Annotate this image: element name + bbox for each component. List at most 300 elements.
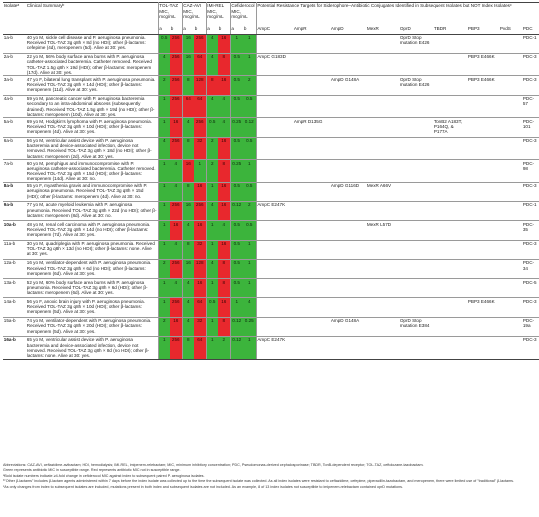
- mic-cell: 1: [158, 240, 170, 259]
- footnote: ᵇ"Other β-lactams" includes β-lactam agents administered within 7 days before the index isolate was collected up to the time the subsequent isolate was collected. As all index isolates were resistant to ceftazidime, cefepime, piperacillin-tazobactam, and meropenem, there were limited use of "traditional" β-lactams.: [3, 479, 515, 484]
- mic-cell: 0.5: [230, 221, 243, 240]
- mic-cell: 4: [182, 317, 194, 336]
- mic-cell: 32: [194, 317, 206, 336]
- oprd-cell: [399, 259, 433, 278]
- ampc-cell: [256, 182, 293, 201]
- mic-cell: 256: [170, 202, 182, 221]
- mic-cell: 64: [194, 95, 206, 118]
- mic-cell: 1: [206, 317, 218, 336]
- mic-cell: 4: [170, 279, 182, 298]
- mexr-cell: [366, 34, 399, 53]
- header-isolate: Isolateᵃ: [3, 3, 26, 26]
- isolate-cell: 1a-b: [3, 34, 26, 53]
- header-pdc: PDC: [522, 26, 539, 34]
- ampc-cell: [256, 221, 293, 240]
- header-pvds: PvdS: [499, 26, 522, 34]
- pvds-cell: [499, 279, 522, 298]
- ampd-cell: [330, 298, 366, 317]
- mic-cell: 4: [170, 160, 182, 183]
- mic-cell: 4: [158, 53, 170, 76]
- mexr-cell: [366, 317, 399, 336]
- clinical-summary-cell: 40 yo M, sickle cell disease and P. aeruginosa pneumonia. Received TOL-TAZ 3g q8h × 8d (no HDI); other β-lactams: cefepime (4d), meropenem (5d). Alive at 30: yes.: [26, 34, 158, 53]
- mic-cell: 1: [243, 34, 256, 53]
- mic-cell: 1: [230, 298, 243, 317]
- pdc-cell: PDC-3: [522, 137, 539, 160]
- mic-cell: 0.25: [230, 160, 243, 183]
- mic-cell: 1: [158, 182, 170, 201]
- oprd-cell: OprD Stop mutation E384: [399, 317, 433, 336]
- mic-cell: 2: [243, 76, 256, 95]
- header-potential-targets: Potential Resistance Targets for Siderophore–Antibiotic Conjugates Identified in Subsequent Isolates but NOT Index Isolatesᶜ: [256, 3, 539, 26]
- mic-cell: 1: [206, 182, 218, 201]
- mic-cell: 16: [170, 221, 182, 240]
- mic-cell: 16: [194, 221, 206, 240]
- pdc-cell: PDC-57: [522, 95, 539, 118]
- mic-cell: 256: [170, 53, 182, 76]
- mic-cell: 8: [182, 76, 194, 95]
- mic-cell: 8: [218, 317, 230, 336]
- mic-cell: 4: [206, 259, 218, 278]
- ampr-cell: [293, 137, 330, 160]
- mic-cell: 1: [158, 298, 170, 317]
- pvds-cell: [499, 259, 522, 278]
- mic-cell: 0.5: [206, 298, 218, 317]
- footnote: ᵃBold isolate numbers indicate ≥4-fold change in cefiderocol MIC against index to subsequent paired P. aeruginosa isolates.: [3, 473, 205, 478]
- mic-cell: 4: [243, 298, 256, 317]
- oprd-cell: [399, 53, 433, 76]
- mic-cell: 0.5: [243, 221, 256, 240]
- pvds-cell: [499, 202, 522, 221]
- pvds-cell: [499, 160, 522, 183]
- header-tbdr: TBDR: [433, 26, 467, 34]
- table-row: [3, 160, 539, 183]
- ampc-cell: [256, 317, 293, 336]
- ampr-cell: [293, 202, 330, 221]
- ampc-cell: [256, 76, 293, 95]
- ampc-cell: AmpC G183D: [256, 53, 293, 76]
- pdc-cell: PDC-3: [522, 298, 539, 317]
- ampr-cell: [293, 160, 330, 183]
- ampr-cell: [293, 317, 330, 336]
- mic-cell: 64: [182, 95, 194, 118]
- ampc-cell: [256, 118, 293, 137]
- isolate-cell: 12a-b: [3, 259, 26, 278]
- ampr-cell: AmpR D135G: [293, 118, 330, 137]
- isolate-cell: 13a-b: [3, 279, 26, 298]
- tbdr-cell: [433, 76, 467, 95]
- mic-cell: 256: [194, 202, 206, 221]
- mic-cell: 4: [182, 279, 194, 298]
- mexr-cell: [366, 137, 399, 160]
- pdc-cell: PDC-3: [522, 182, 539, 201]
- table-row: [3, 202, 539, 221]
- mexr-cell: [366, 118, 399, 137]
- ampc-cell: [256, 34, 293, 53]
- mic-cell: 2: [243, 202, 256, 221]
- isolate-cell: 9a-b: [3, 202, 26, 221]
- mic-cell: 8: [218, 259, 230, 278]
- pdc-cell: PDC-19a: [522, 317, 539, 336]
- table-row: [3, 317, 539, 336]
- pbp3-cell: [467, 279, 499, 298]
- ampr-cell: [293, 337, 330, 360]
- pvds-cell: [499, 76, 522, 95]
- pbp3-cell: [467, 160, 499, 183]
- oprd-cell: OprD Stop mutation E426: [399, 76, 433, 95]
- pbp3-cell: PBP3 E466K: [467, 298, 499, 317]
- table-row: [3, 279, 539, 298]
- ampd-cell: AmpD G116D: [330, 182, 366, 201]
- pvds-cell: [499, 240, 522, 259]
- table-row: [3, 118, 539, 137]
- clinical-summary-cell: 48 yo M, renal cell carcinoma with P. aeruginosa pneumonia. Received TOL-TAZ 3g q8h × 14d (no HDI); other β-lactams: meropenem (7d). Alive at 30: yes.: [26, 221, 158, 240]
- pbp3-cell: [467, 202, 499, 221]
- isolate-cell: 5a-b: [3, 118, 26, 137]
- footnote: Green represents antibiotic MIC in susceptible range. Red represents antibiotic MIC not in susceptible range.: [3, 468, 181, 473]
- tbdr-cell: [433, 137, 467, 160]
- clinical-summary-cell: 16 yo M, ventilator-dependent with P. aeruginosa pneumonia. Received TOL-TAZ 3g q8h × 6d (no HDI); other β-lactams: meropenem (6d). Alive at 30: yes.: [26, 259, 158, 278]
- pvds-cell: [499, 53, 522, 76]
- header-ampr: AmpR: [293, 26, 330, 34]
- pdc-cell: PDC-3: [522, 76, 539, 95]
- mic-cell: 2: [218, 337, 230, 360]
- mic-cell: 8: [182, 337, 194, 360]
- mic-cell: 1: [158, 118, 170, 137]
- pdc-cell: PDC-98: [522, 160, 539, 183]
- mic-cell: 16: [182, 202, 194, 221]
- mic-cell: 0.5: [230, 137, 243, 160]
- mic-cell: 16: [218, 182, 230, 201]
- tbdr-cell: [433, 240, 467, 259]
- isolate-cell: 8a-b: [3, 182, 26, 201]
- tbdr-cell: [433, 259, 467, 278]
- mic-cell: 0.25: [230, 118, 243, 137]
- mic-cell: 4: [206, 53, 218, 76]
- pbp3-cell: [467, 337, 499, 360]
- mic-cell: 0.5: [230, 279, 243, 298]
- mic-cell: 2: [158, 76, 170, 95]
- mic-cell: 16: [194, 182, 206, 201]
- mic-cell: 0.5: [230, 76, 243, 95]
- ampd-cell: [330, 34, 366, 53]
- mic-cell: 1: [158, 202, 170, 221]
- header-a: a: [206, 26, 218, 34]
- results-table: [3, 2, 539, 360]
- header-summary: Clinical Summaryᵇ: [26, 3, 158, 26]
- pvds-cell: [499, 337, 522, 360]
- header-ampc: AmpC: [256, 26, 293, 34]
- table-row: [3, 337, 539, 360]
- header-imi-rel: IMI-REL MIC, mcg/mL: [206, 3, 230, 26]
- mic-cell: 1: [243, 337, 256, 360]
- clinical-summary-cell: 60 yo M, pemphigus and immunocompromise with P. aeruginosa catheter-associated bacteremia. Catheter removed. Received TOL-TAZ 3g q8h × 15d (HDI); other β-lactams: meropenem (14d). Alive at 30: no.: [26, 160, 158, 183]
- ampd-cell: [330, 240, 366, 259]
- mic-cell: 16: [218, 298, 230, 317]
- pdc-cell: PDC-1: [522, 34, 539, 53]
- clinical-summary-cell: 69 yo M, Hodgkin's lymphoma with P. aeruginosa pneumonia. Received TOL-TAZ 3g q8h × 10d (HDI); other β-lactams: meropenem (4d). Alive at 30: yes.: [26, 118, 158, 137]
- header-b: b: [218, 26, 230, 34]
- tbdr-cell: [433, 95, 467, 118]
- header-a: a: [230, 26, 243, 34]
- mic-cell: 4: [206, 95, 218, 118]
- ampd-cell: [330, 137, 366, 160]
- ampr-cell: [293, 34, 330, 53]
- mic-cell: 4: [182, 221, 194, 240]
- ampc-cell: [256, 259, 293, 278]
- mic-cell: 0.5: [206, 118, 218, 137]
- ampr-cell: [293, 240, 330, 259]
- mic-cell: 256: [170, 76, 182, 95]
- mic-cell: 8: [182, 182, 194, 201]
- mic-cell: 4: [170, 240, 182, 259]
- mic-cell: 128: [194, 76, 206, 95]
- pbp3-cell: [467, 317, 499, 336]
- table-body: [3, 34, 539, 359]
- ampd-cell: AmpD G148A: [330, 317, 366, 336]
- tbdr-cell: [433, 160, 467, 183]
- ampc-cell: [256, 95, 293, 118]
- mic-cell: 32: [194, 240, 206, 259]
- header-tol-taz: TOL-TAZ MIC, mcg/mL: [158, 3, 182, 26]
- pdc-cell: PDC-35: [522, 221, 539, 240]
- mic-cell: 256: [170, 259, 182, 278]
- ampd-cell: [330, 221, 366, 240]
- mic-cell: 1: [158, 279, 170, 298]
- ampr-cell: [293, 76, 330, 95]
- footnote: ᶜAs only changes from index to subsequent isolates are included, mutations present in both index and subsequent isolates are not included. As an example, 8 of 13 index isolates not susceptible to imipenem-relebactam contained oprD mutations.: [3, 484, 403, 489]
- isolate-cell: 4a-b: [3, 95, 26, 118]
- table-row: [3, 76, 539, 95]
- mexr-cell: [366, 298, 399, 317]
- header-b: b: [194, 26, 206, 34]
- tbdr-cell: [433, 221, 467, 240]
- mic-cell: 256: [170, 298, 182, 317]
- clinical-summary-cell: 56 yo F, anoxic brain injury with P. aeruginosa pneumonia. Received TOL-TAZ 3g q8h × 10d (HDI); other β-lactams: meropenem (5d). Alive at 30: yes.: [26, 298, 158, 317]
- table-row: [3, 240, 539, 259]
- mic-cell: 8: [206, 76, 218, 95]
- isolate-cell: 6a-b: [3, 137, 26, 160]
- ampr-cell: [293, 259, 330, 278]
- mic-cell: 16: [182, 259, 194, 278]
- mic-cell: 16: [170, 118, 182, 137]
- pdc-cell: PDC-3: [522, 337, 539, 360]
- header-caz-avi: CAZ-AVI MIC, mcg/mL: [182, 3, 206, 26]
- clinical-summary-cell: 77 yo M, acute myeloid leukemia with P. aeruginosa pneumonia. Received TOL-TAZ 3g q8h × 22d (no HDI); other β-lactams: meropenem (8d). Alive at 30: no.: [26, 202, 158, 221]
- mexr-cell: [366, 76, 399, 95]
- clinical-summary-cell: 47 yo F, bilateral lung transplant with P. aeruginosa pneumonia. Received TOL-TAZ 3g q8h × 14d (HDI); other β-lactams: meropenem (11d). Alive at 30: yes.: [26, 76, 158, 95]
- oprd-cell: [399, 182, 433, 201]
- isolate-cell: 14a-b: [3, 298, 26, 317]
- clinical-summary-cell: 22 yo M, 56% body surface area burns with P. aeruginosa catheter-associated bacteremia. Catheter removed. Received TOL-TAZ 1.5g q8h × 19d (HDI); other β-lactams: meropenem (17d). Alive at 30: yes.: [26, 53, 158, 76]
- pbp3-cell: PBP3 E466K: [467, 53, 499, 76]
- oprd-cell: [399, 279, 433, 298]
- pdc-cell: PDC-5: [522, 279, 539, 298]
- pvds-cell: [499, 298, 522, 317]
- ampd-cell: [330, 202, 366, 221]
- table-row: [3, 137, 539, 160]
- pbp3-cell: PBP3 E466K: [467, 76, 499, 95]
- mic-cell: 8: [218, 279, 230, 298]
- header-mexr: MexR: [366, 26, 399, 34]
- mic-cell: 0.5: [230, 182, 243, 201]
- pvds-cell: [499, 118, 522, 137]
- mic-cell: 0.5: [230, 53, 243, 76]
- ampd-cell: [330, 259, 366, 278]
- mic-cell: 8: [218, 160, 230, 183]
- pvds-cell: [499, 137, 522, 160]
- isolate-cell: 10a-b: [3, 221, 26, 240]
- ampd-cell: [330, 53, 366, 76]
- mic-cell: 16: [218, 76, 230, 95]
- isolate-cell: 3a-b: [3, 76, 26, 95]
- ampc-cell: AmpC E247K: [256, 202, 293, 221]
- mic-cell: 1: [206, 221, 218, 240]
- mic-cell: 16: [218, 202, 230, 221]
- ampc-cell: [256, 279, 293, 298]
- tbdr-cell: [433, 182, 467, 201]
- clinical-summary-cell: 56 yo M, ventricular assist device with P. aeruginosa bacteremia and device-associated infection, device not removed. Received TOL-TAZ 3g q8h × 18d (no HDI); other β-lactams: meropenem (2d). Alive at 30: yes.: [26, 137, 158, 160]
- pdc-cell: PDC-101: [522, 118, 539, 137]
- pbp3-cell: [467, 95, 499, 118]
- mic-cell: 0.5: [243, 182, 256, 201]
- mexr-cell: [366, 53, 399, 76]
- isolate-cell: 7a-b: [3, 160, 26, 183]
- pbp3-cell: [467, 240, 499, 259]
- mic-cell: 4: [218, 118, 230, 137]
- mic-cell: 256: [194, 118, 206, 137]
- ampd-cell: AmpD G148A: [330, 76, 366, 95]
- ampr-cell: [293, 95, 330, 118]
- mic-cell: 1: [243, 259, 256, 278]
- mic-cell: 1: [230, 34, 243, 53]
- ampd-cell: [330, 118, 366, 137]
- mic-cell: 16: [218, 240, 230, 259]
- mic-cell: 4: [218, 95, 230, 118]
- oprd-cell: [399, 298, 433, 317]
- tbdr-cell: TonB2 A183T, P164Q, & P177A: [433, 118, 467, 137]
- ampd-cell: [330, 337, 366, 360]
- mic-cell: 4: [170, 182, 182, 201]
- mic-cell: 4: [182, 118, 194, 137]
- mic-cell: 0.5: [243, 137, 256, 160]
- tbdr-cell: [433, 298, 467, 317]
- mic-cell: 64: [194, 337, 206, 360]
- oprd-cell: [399, 160, 433, 183]
- mic-cell: 0.25: [243, 317, 256, 336]
- oprd-cell: [399, 137, 433, 160]
- ampd-cell: [330, 160, 366, 183]
- header-pbp3: PBP3: [467, 26, 499, 34]
- mic-cell: 1: [194, 160, 206, 183]
- mic-cell: 2: [206, 160, 218, 183]
- mic-cell: 64: [194, 298, 206, 317]
- ampc-cell: [256, 298, 293, 317]
- mic-cell: 0.5: [230, 95, 243, 118]
- pdc-cell: PDC-3: [522, 240, 539, 259]
- mic-cell: 16: [218, 137, 230, 160]
- mic-cell: 0.12: [230, 337, 243, 360]
- mic-cell: 0.12: [243, 118, 256, 137]
- mic-cell: 16: [182, 160, 194, 183]
- mic-cell: 2: [158, 317, 170, 336]
- isolate-cell: 11a-b: [3, 240, 26, 259]
- mic-cell: 1: [206, 279, 218, 298]
- tbdr-cell: [433, 53, 467, 76]
- mic-cell: 128: [194, 259, 206, 278]
- ampr-cell: [293, 279, 330, 298]
- mic-cell: 0.5: [230, 240, 243, 259]
- mic-cell: 2: [158, 259, 170, 278]
- tbdr-cell: [433, 34, 467, 53]
- ampc-cell: [256, 160, 293, 183]
- pbp3-cell: [467, 118, 499, 137]
- oprd-cell: OprD Stop mutation E426: [399, 34, 433, 53]
- mic-cell: 256: [170, 137, 182, 160]
- oprd-cell: [399, 95, 433, 118]
- mic-cell: 8: [218, 53, 230, 76]
- clinical-summary-cell: 52 yo M, 60% body surface area burns with P. aeruginosa pneumonia. Received TOL-TAZ 3g q8h × 6d (HDI); other β-lactams: meropenem (6d). Alive at 30: yes.: [26, 279, 158, 298]
- mic-cell: 0.12: [230, 202, 243, 221]
- pbp3-cell: [467, 137, 499, 160]
- ampc-cell: [256, 137, 293, 160]
- mic-cell: 1: [158, 160, 170, 183]
- mexr-cell: [366, 279, 399, 298]
- header-a: a: [182, 26, 194, 34]
- ampr-cell: [293, 182, 330, 201]
- mic-cell: 1: [206, 337, 218, 360]
- isolate-cell: 16a-b: [3, 337, 26, 360]
- mic-cell: 8: [182, 240, 194, 259]
- mic-cell: 4: [158, 137, 170, 160]
- pdc-cell: PDC-3: [522, 53, 539, 76]
- tbdr-cell: [433, 317, 467, 336]
- mic-cell: 4: [182, 298, 194, 317]
- mic-cell: 1: [158, 95, 170, 118]
- clinical-summary-cell: 74 yo M, ventilator-dependent with P. aeruginosa pneumonia. Received TOL-TAZ 3g q8h × 20d (HDI); other β-lactams: meropenem (5d). Alive at 30: yes.: [26, 317, 158, 336]
- mic-cell: 4: [206, 202, 218, 221]
- mic-cell: 1: [158, 221, 170, 240]
- isolate-cell: 15a-b: [3, 317, 26, 336]
- mexr-cell: [366, 160, 399, 183]
- mexr-cell: [366, 95, 399, 118]
- header-a: a: [158, 26, 170, 34]
- ampr-cell: [293, 221, 330, 240]
- clinical-summary-cell: 65 yo M, ventricular assist device with P. aeruginosa bacteremia and device-associated infection, device not removed. Received TOL-TAZ 3g q8h × 8d (no HDI); other β-lactams: none. Alive at 30: yes.: [26, 337, 158, 360]
- table-row: [3, 221, 539, 240]
- mic-cell: 32: [194, 137, 206, 160]
- tbdr-cell: [433, 279, 467, 298]
- table-row: [3, 95, 539, 118]
- mic-cell: 4: [218, 221, 230, 240]
- ampr-cell: [293, 53, 330, 76]
- mic-cell: 16: [182, 53, 194, 76]
- pvds-cell: [499, 34, 522, 53]
- header-ampd: AmpD: [330, 26, 366, 34]
- mic-cell: 256: [170, 337, 182, 360]
- mic-cell: 0.5: [158, 34, 170, 53]
- mexr-cell: [366, 337, 399, 360]
- table-footnotes: [3, 463, 517, 490]
- clinical-summary-cell: 55 yo F, myasthenia gravis and immunocompromise with P. aeruginosa pneumonia. Received TOL-TAZ 3g q8h × 15d (HDI); other β-lactams: meropenem (4d). Alive at 30: no.: [26, 182, 158, 201]
- mic-cell: 16: [194, 279, 206, 298]
- table-row: [3, 298, 539, 317]
- oprd-cell: [399, 240, 433, 259]
- pbp3-cell: [467, 182, 499, 201]
- isolate-cell: 2a-b: [3, 53, 26, 76]
- mic-cell: 4: [206, 34, 218, 53]
- oprd-cell: [399, 202, 433, 221]
- ampc-cell: AmpC E247K: [256, 337, 293, 360]
